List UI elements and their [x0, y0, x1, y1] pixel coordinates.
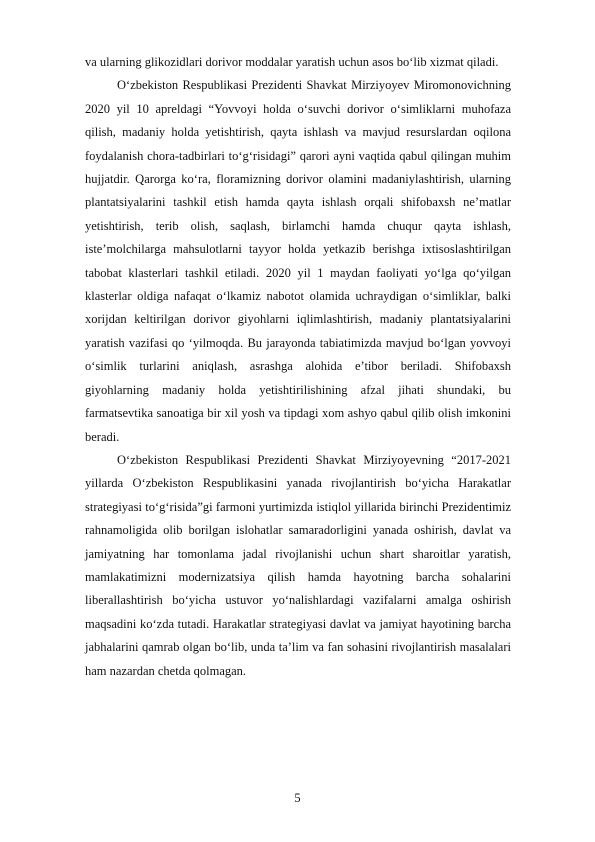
paragraph-presidential-decree: O‘zbekiston Respublikasi Prezidenti Shavkat Mirziyoyev Miromonovichning 2020 yil 10 apreldagi “Yovvoyi holda o‘suvchi dorivor o‘simliklarni muhofaza qilish, madaniy holda yetishtirish, qayta ishlash va mavjud resurslardan oqilona foydalanish chora-tadbirlari to‘g‘risidagi” qarori ayni vaqtida qabul qilingan muhim hujjatdir. Qarorga ko‘ra, floramizning dorivor olamini madaniylashtirish, ularning plantatsiyalarini tashkil etish hamda qayta ishlash orqali shifobaxsh ne’matlar yetishtirish, terib olish, saqlash, birlamchi hamda chuqur qayta ishlash, iste’molchilarga mahsulotlarni tayyor holda yetkazib berishga ixtisoslashtirilgan tabobat klasterlari tashkil etiladi. 2020 yil 1 maydan faoliyati yo‘lga qo‘yilgan klasterlar oldiga nafaqat o‘lkamiz nabotot olamida uchraydigan o‘simliklar, balki xorijdan keltirilgan dorivor giyohlarni iqlimlashtirish, madaniy plantatsiyalarini yaratish vazifasi qo ‘yilmoqda. Bu jarayonda tabiatimizda mavjud bo‘lgan yovvoyi o‘simlik turlarini aniqlash, asrashga alohida e’tibor beriladi. Shifobaxsh giyohlarning madaniy holda yetishtirilishining afzal jihati shundaki, bu farmatsevtika sanoatiga bir xil yosh va tipdagi xom ashyo qabul qilib olish imkonini beradi. [85, 78, 511, 444]
paragraph-action-strategy: O‘zbekiston Respublikasi Prezidenti Shavkat Mirziyoyevning “2017-2021 yillarda O‘zbekiston Respublikasini yanada rivojlantirish bo‘yicha Harakatlar strategiyasi to‘g‘risida”gi farmoni yurtimizda istiqlol yillarida birinchi Prezidentimiz rahnamoligida olib borilgan islohatlar samaradorligini yanada oshirish, davlat va jamiyatning har tomonlama jadal rivojlanishi uchun shart sharoitlar yaratish, mamlakatimizni modernizatsiya qilish hamda hayotning barcha sohalarini liberallashtirish bo‘yicha ustuvor yo‘nalishlardagi vazifalarni amalga oshirish maqsadini ko‘zda tutadi. Harakatlar strategiyasi davlat va jamiyat hayotining barcha jabhalarini qamrab olgan bo‘lib, unda ta’lim va fan sohasini rivojlantirish masalalari ham nazardan chetda qolmagan. [85, 452, 511, 678]
paragraph-continuation: va ularning glikozidlari dorivor moddalar yaratish uchun asos bo‘lib xizmat qiladi. [85, 55, 499, 69]
document-page [85, 51, 511, 683]
page-number: 5 [294, 791, 301, 805]
